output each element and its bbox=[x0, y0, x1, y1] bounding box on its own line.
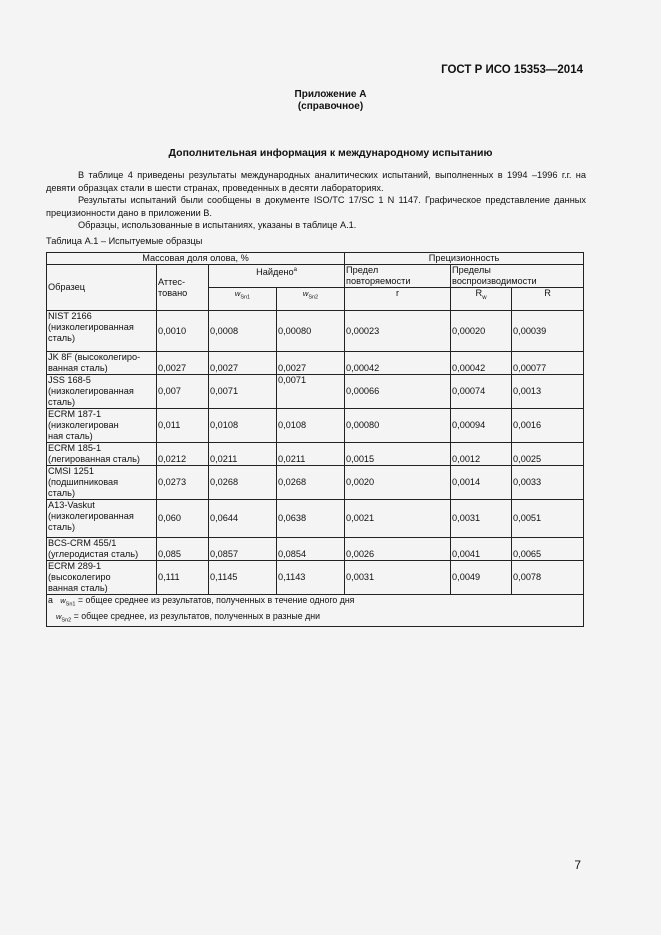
w1-cell: 0,0268 bbox=[209, 466, 277, 500]
cert-cell: 0,0010 bbox=[157, 311, 209, 352]
w2-cell: 0,0027 bbox=[277, 352, 345, 375]
rw-cell: 0,00074 bbox=[451, 375, 512, 409]
header-reproducibility: Пределы воспроизводимости bbox=[451, 265, 584, 288]
table-caption: Таблица А.1 – Испытуемые образцы bbox=[46, 236, 203, 246]
rw-cell: 0,0014 bbox=[451, 466, 512, 500]
annex-title: Приложение А bbox=[294, 89, 367, 100]
cert-cell: 0,060 bbox=[157, 500, 209, 538]
cert-cell: 0,0027 bbox=[157, 352, 209, 375]
paragraph: В таблице 4 приведены результаты международных аналитических испытаний, выполненных в 1994 –1996 г.г. на девяти образцах стали в шести странах, проведенных в десяти лабораториях. bbox=[46, 170, 586, 193]
sample-cell: JK 8F (высоколегиро- ванная сталь) bbox=[47, 352, 157, 375]
w2-cell: 0,0268 bbox=[277, 466, 345, 500]
rw-subscript: w bbox=[482, 294, 487, 301]
R-cell: 0,0078 bbox=[512, 561, 584, 595]
w2-cell: 0,00080 bbox=[277, 311, 345, 352]
standard-code: ГОСТ Р ИСО 15353—2014 bbox=[441, 64, 583, 76]
footnote-letter: a bbox=[48, 595, 53, 605]
cert-cell: 0,085 bbox=[157, 538, 209, 561]
header-repeatability: Предел повторяемости bbox=[345, 265, 451, 288]
w2-cell: 0,0108 bbox=[277, 409, 345, 443]
table-row bbox=[47, 466, 584, 500]
sample-cell: JSS 168-5 (низколегированная сталь) bbox=[47, 375, 157, 409]
annex-subtitle: (справочное) bbox=[297, 101, 364, 112]
cert-cell: 0,0212 bbox=[157, 443, 209, 466]
w1-cell: 0,0071 bbox=[209, 375, 277, 409]
cert-cell: 0,111 bbox=[157, 561, 209, 595]
cert-cell: 0,0273 bbox=[157, 466, 209, 500]
sample-cell: ECRM 185-1 (легированная сталь) bbox=[47, 443, 157, 466]
paragraph: Образцы, использованные в испытаниях, указаны в таблице А.1. bbox=[78, 220, 357, 230]
header-w-sn2 bbox=[277, 288, 345, 311]
R-cell: 0,0013 bbox=[512, 375, 584, 409]
w1-cell: 0,0008 bbox=[209, 311, 277, 352]
footnote-line-2 bbox=[48, 611, 582, 627]
rw-cell: 0,0031 bbox=[451, 500, 512, 538]
w1-cell: 0,0211 bbox=[209, 443, 277, 466]
rw-cell: 0,0049 bbox=[451, 561, 512, 595]
w-symbol: w bbox=[60, 596, 66, 605]
header-found-label: Найдено bbox=[256, 267, 294, 278]
w2-cell: 0,1143 bbox=[277, 561, 345, 595]
w2-cell: 0,0854 bbox=[277, 538, 345, 561]
header-r: r bbox=[345, 288, 451, 311]
w-symbol: w bbox=[302, 289, 309, 298]
table-row bbox=[47, 352, 584, 375]
paragraph: Результаты испытаний были сообщены в документе ISO/TC 17/SC 1 N 1147. Графическое представление данных прецизионности дано в приложении В. bbox=[46, 195, 586, 218]
rw-cell: 0,00020 bbox=[451, 311, 512, 352]
w-symbol: w bbox=[56, 611, 62, 621]
R-cell: 0,0016 bbox=[512, 409, 584, 443]
w-subscript: Sn2 bbox=[308, 294, 319, 301]
header-certified: Аттес- товано bbox=[157, 265, 209, 311]
sample-cell: CMSI 1251 (подшипниковая сталь) bbox=[47, 466, 157, 500]
header-precision: Прецизионность bbox=[345, 253, 584, 265]
sample-cell: NIST 2166 (низколегированная сталь) bbox=[47, 311, 157, 352]
sample-cell: BCS-CRM 455/1 (углеродистая сталь) bbox=[47, 538, 157, 561]
r-cell: 0,00066 bbox=[345, 375, 451, 409]
w-subscript: Sn1 bbox=[240, 294, 251, 301]
rw-cell: 0,00042 bbox=[451, 352, 512, 375]
w1-cell: 0,0108 bbox=[209, 409, 277, 443]
table-row bbox=[47, 409, 584, 443]
r-cell: 0,00080 bbox=[345, 409, 451, 443]
r-cell: 0,0031 bbox=[345, 561, 451, 595]
rw-cell: 0,0041 bbox=[451, 538, 512, 561]
r-cell: 0,00042 bbox=[345, 352, 451, 375]
footnote-line-1 bbox=[48, 595, 582, 611]
footnote-text-2: = общее среднее, из результатов, полученных в разные дни bbox=[73, 610, 320, 621]
r-cell: 0,0020 bbox=[345, 466, 451, 500]
table-row bbox=[47, 561, 584, 595]
header-w-sn1 bbox=[209, 288, 277, 311]
R-cell: 0,0051 bbox=[512, 500, 584, 538]
w1-cell: 0,0027 bbox=[209, 352, 277, 375]
annex-heading bbox=[0, 89, 661, 113]
table-row bbox=[47, 500, 584, 538]
table-row bbox=[47, 538, 584, 561]
r-cell: 0,0026 bbox=[345, 538, 451, 561]
r-cell: 0,0021 bbox=[345, 500, 451, 538]
sample-cell: ECRM 289-1 (высоколегиро ванная сталь) bbox=[47, 561, 157, 595]
w1-cell: 0,1145 bbox=[209, 561, 277, 595]
R-cell: 0,0025 bbox=[512, 443, 584, 466]
rw-cell: 0,00094 bbox=[451, 409, 512, 443]
cert-cell: 0,007 bbox=[157, 375, 209, 409]
samples-table bbox=[46, 252, 584, 627]
footnote-mark: a bbox=[293, 267, 297, 273]
header-found bbox=[209, 265, 345, 288]
R-cell: 0,00077 bbox=[512, 352, 584, 375]
header-R: R bbox=[512, 288, 584, 311]
sample-cell: ECRM 187-1 (низколегирован ная сталь) bbox=[47, 409, 157, 443]
table-row bbox=[47, 311, 584, 352]
table-footnote bbox=[47, 595, 584, 627]
w-symbol: w bbox=[234, 289, 241, 298]
intro-text bbox=[46, 169, 586, 232]
R-cell: 0,00039 bbox=[512, 311, 584, 352]
w-subscript: Sn2 bbox=[61, 617, 72, 623]
w2-cell: 0,0071 bbox=[277, 375, 345, 409]
header-sample: Образец bbox=[47, 265, 157, 311]
R-cell: 0,0033 bbox=[512, 466, 584, 500]
r-cell: 0,0015 bbox=[345, 443, 451, 466]
section-title: Дополнительная информация к международному испытанию bbox=[168, 147, 493, 159]
rw-cell: 0,0012 bbox=[451, 443, 512, 466]
header-rw bbox=[451, 288, 512, 311]
w1-cell: 0,0644 bbox=[209, 500, 277, 538]
R-cell: 0,0065 bbox=[512, 538, 584, 561]
r-cell: 0,00023 bbox=[345, 311, 451, 352]
sample-cell: A13-Vaskut (низколегированная сталь) bbox=[47, 500, 157, 538]
cert-cell: 0,011 bbox=[157, 409, 209, 443]
table-row bbox=[47, 375, 584, 409]
w-subscript: Sn1 bbox=[65, 601, 76, 608]
header-row-1 bbox=[47, 253, 584, 265]
page-number: 7 bbox=[574, 858, 581, 872]
header-mass-fraction: Массовая доля олова, % bbox=[47, 253, 345, 265]
footnote-text-1: = общее среднее из результатов, полученных в течение одного дня bbox=[77, 595, 355, 605]
header-row-2 bbox=[47, 265, 584, 288]
rw-symbol: R bbox=[475, 288, 483, 298]
footnote-row bbox=[47, 595, 584, 627]
w1-cell: 0,0857 bbox=[209, 538, 277, 561]
w2-cell: 0,0638 bbox=[277, 500, 345, 538]
w2-cell: 0,0211 bbox=[277, 443, 345, 466]
table-row bbox=[47, 443, 584, 466]
